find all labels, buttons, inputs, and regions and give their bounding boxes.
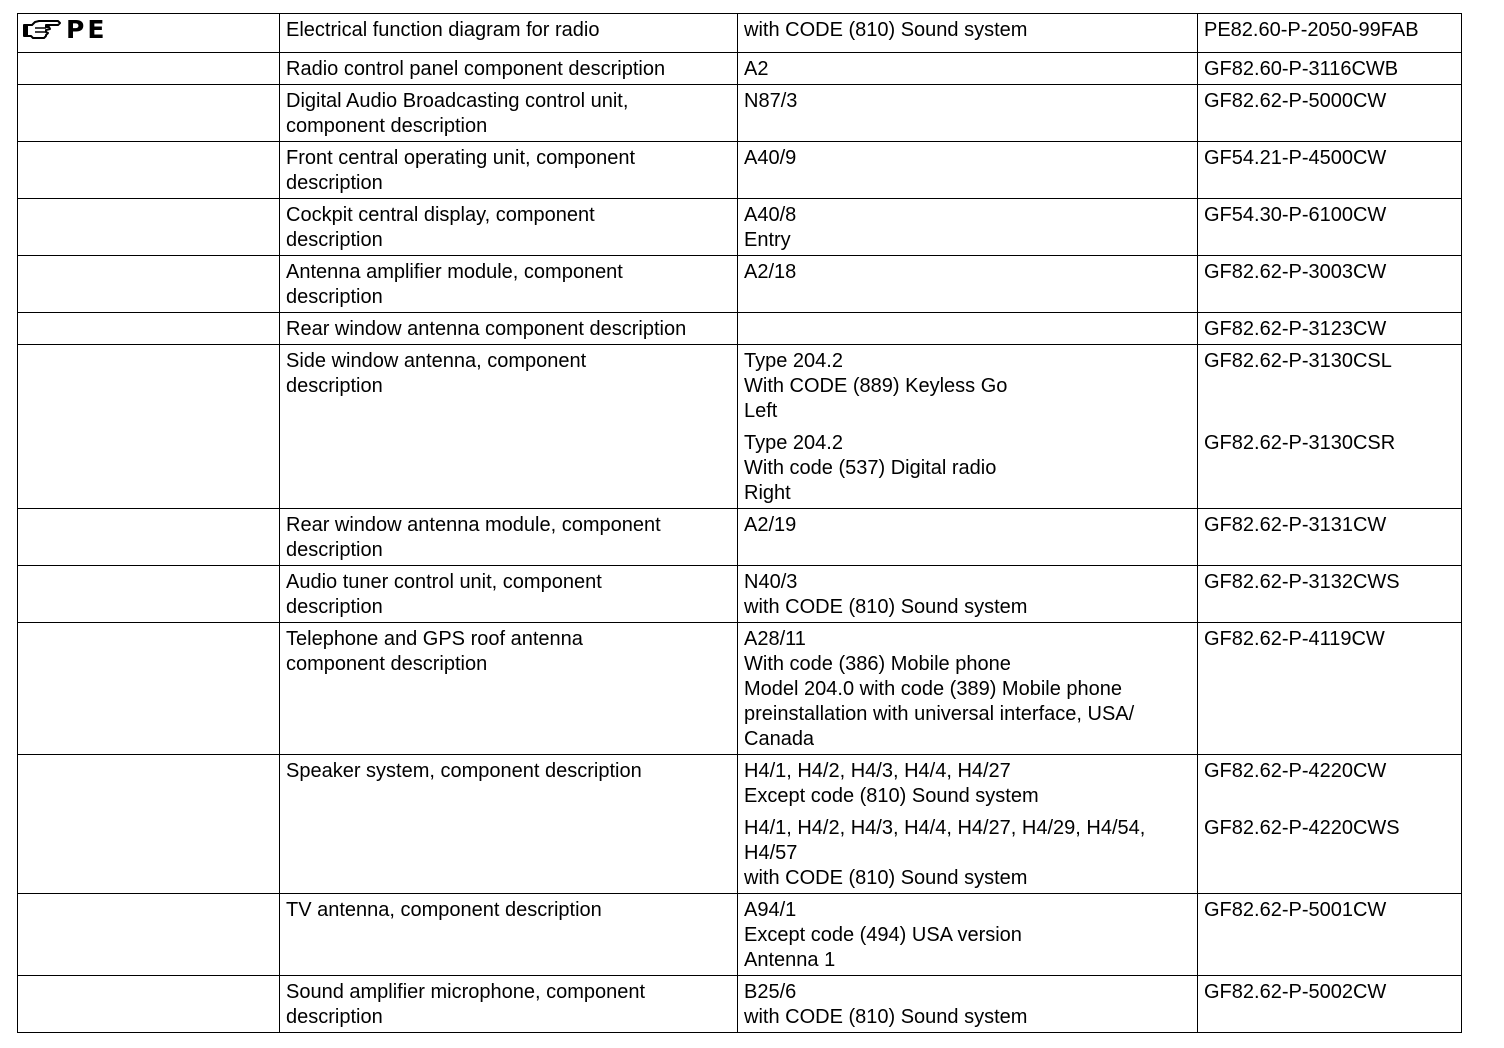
empty-label-cell: [18, 313, 280, 345]
header-reference-cell: [1198, 14, 1462, 53]
condition-line: H4/57: [744, 842, 798, 864]
condition-cell: [738, 566, 1198, 623]
reference-entry: [1204, 816, 1455, 891]
document-title-line: Rear window antenna component description: [286, 318, 687, 340]
pe-mark: [22, 16, 273, 44]
empty-label-cell: [18, 142, 280, 199]
table-row: [18, 53, 1462, 85]
table-row: [18, 345, 1462, 509]
table-row: [18, 566, 1462, 623]
empty-label-cell: [18, 894, 280, 976]
condition-line: Type 204.2: [744, 350, 843, 372]
empty-label-cell: [18, 85, 280, 142]
reference-cell: [1198, 509, 1462, 566]
condition-line: preinstallation with universal interface, USA/: [744, 703, 1135, 725]
reference-code: GF82.62-P-3130CSR: [1204, 432, 1396, 454]
table-row: [18, 256, 1462, 313]
condition-cell: [738, 894, 1198, 976]
reference-cell: [1198, 85, 1462, 142]
reference-code: GF82.62-P-5001CW: [1204, 899, 1387, 921]
reference-cell: [1198, 256, 1462, 313]
reference-code: GF82.62-P-5002CW: [1204, 981, 1387, 1003]
document-title-cell: [280, 313, 738, 345]
reference-entry: [1204, 317, 1455, 342]
header-document-title: Electrical function diagram for radio: [286, 19, 600, 41]
condition-line: Canada: [744, 728, 815, 750]
condition-entry: [744, 513, 1191, 538]
table-row: [18, 313, 1462, 345]
condition-line: N87/3: [744, 90, 798, 112]
document-title-cell: [280, 142, 738, 199]
document-title-line: Sound amplifier microphone, component: [286, 981, 646, 1003]
document-title-line: Telephone and GPS roof antenna: [286, 628, 583, 650]
condition-entry: [744, 816, 1191, 891]
header-reference: PE82.60-P-2050-99FAB: [1204, 19, 1419, 41]
condition-cell: [738, 755, 1198, 894]
condition-line: H4/1, H4/2, H4/3, H4/4, H4/27: [744, 760, 1011, 782]
table-row: [18, 894, 1462, 976]
empty-label-cell: [18, 53, 280, 85]
document-title-cell: [280, 85, 738, 142]
reference-entry: [1204, 513, 1455, 538]
pe-label: PE: [66, 15, 108, 44]
condition-line: Model 204.0 with code (389) Mobile phone: [744, 678, 1123, 700]
table-body: [18, 14, 1462, 1033]
condition-entry: [744, 57, 1191, 82]
condition-line: A28/11: [744, 628, 806, 650]
reference-code: GF82.62-P-3123CW: [1204, 318, 1387, 340]
reference-code: GF82.62-P-5000CW: [1204, 90, 1387, 112]
table-row: [18, 199, 1462, 256]
condition-line: A2/18: [744, 261, 797, 283]
reference-code: GF82.62-P-3003CW: [1204, 261, 1387, 283]
condition-line: With code (537) Digital radio: [744, 457, 997, 479]
reference-entry: [1204, 146, 1455, 171]
empty-label-cell: [18, 256, 280, 313]
condition-line: Left: [744, 400, 778, 422]
document-title-line: Audio tuner control unit, component: [286, 571, 602, 593]
document-title-line: Cockpit central display, component: [286, 204, 595, 226]
condition-entry: [744, 146, 1191, 171]
condition-line: with CODE (810) Sound system: [744, 1006, 1028, 1028]
table-row: [18, 623, 1462, 755]
condition-cell: [738, 976, 1198, 1033]
condition-line: A2/19: [744, 514, 797, 536]
condition-cell: [738, 345, 1198, 509]
document-title-line: Radio control panel component description: [286, 58, 666, 80]
reference-cell: [1198, 142, 1462, 199]
condition-cell: [738, 142, 1198, 199]
condition-line: with CODE (810) Sound system: [744, 596, 1028, 618]
condition-entry: [744, 89, 1191, 114]
header-condition: with CODE (810) Sound system: [744, 19, 1028, 41]
condition-entry: [744, 627, 1191, 752]
reference-entry: [1204, 431, 1455, 506]
empty-label-cell: [18, 623, 280, 755]
condition-line: N40/3: [744, 571, 798, 593]
table-row: [18, 509, 1462, 566]
reference-entry: [1204, 57, 1455, 82]
empty-label-cell: [18, 755, 280, 894]
reference-code: GF82.62-P-4119CW: [1204, 628, 1385, 650]
document-title-line: Front central operating unit, component: [286, 147, 636, 169]
condition-line: Antenna 1: [744, 949, 836, 971]
reference-entry: [1204, 980, 1455, 1030]
reference-code: GF82.62-P-4220CW: [1204, 760, 1387, 782]
document-title-line: description: [286, 1006, 383, 1028]
reference-entry: [1204, 570, 1455, 620]
reference-entry: [1204, 759, 1455, 809]
document-title-cell: [280, 976, 738, 1033]
document-title-line: description: [286, 539, 383, 561]
reference-code: GF82.62-P-4220CWS: [1204, 817, 1400, 839]
condition-line: B25/6: [744, 981, 797, 1003]
condition-cell: [738, 85, 1198, 142]
condition-line: Entry: [744, 229, 791, 251]
reference-cell: [1198, 755, 1462, 894]
condition-line: with CODE (810) Sound system: [744, 867, 1028, 889]
document-title-cell: [280, 623, 738, 755]
pe-label-cell: [18, 14, 280, 53]
condition-cell: [738, 199, 1198, 256]
condition-cell: [738, 623, 1198, 755]
document-title-cell: [280, 566, 738, 623]
condition-line: With CODE (889) Keyless Go: [744, 375, 1008, 397]
reference-entry: [1204, 89, 1455, 114]
document-title-line: description: [286, 286, 383, 308]
document-title-line: description: [286, 596, 383, 618]
reference-cell: [1198, 894, 1462, 976]
reference-cell: [1198, 566, 1462, 623]
reference-code: GF82.60-P-3116CWB: [1204, 58, 1399, 80]
empty-label-cell: [18, 976, 280, 1033]
document-reference-table: [17, 13, 1462, 1033]
document-title-line: description: [286, 375, 383, 397]
document-title-cell: [280, 755, 738, 894]
condition-line: Except code (494) USA version: [744, 924, 1022, 946]
condition-line: A94/1: [744, 899, 797, 921]
empty-label-cell: [18, 509, 280, 566]
reference-cell: [1198, 313, 1462, 345]
reference-code: GF82.62-P-3132CWS: [1204, 571, 1400, 593]
document-title-cell: [280, 256, 738, 313]
condition-line: Right: [744, 482, 791, 504]
document-title-line: Speaker system, component description: [286, 760, 642, 782]
document-title-line: Rear window antenna module, component: [286, 514, 661, 536]
document-title-line: Digital Audio Broadcasting control unit,: [286, 90, 629, 112]
condition-entry: [744, 570, 1191, 620]
condition-cell: [738, 256, 1198, 313]
header-condition-cell: [738, 14, 1198, 53]
condition-line: A40/8: [744, 204, 797, 226]
document-title-line: Side window antenna, component: [286, 350, 587, 372]
document-title-cell: [280, 894, 738, 976]
reference-code: GF82.62-P-3131CW: [1204, 514, 1387, 536]
document-title-line: description: [286, 229, 383, 251]
condition-line: Except code (810) Sound system: [744, 785, 1039, 807]
reference-cell: [1198, 345, 1462, 509]
condition-entry: [744, 203, 1191, 253]
condition-entry: [744, 431, 1191, 506]
condition-cell: [738, 53, 1198, 85]
table-row: [18, 142, 1462, 199]
empty-label-cell: [18, 566, 280, 623]
document-title-cell: [280, 345, 738, 509]
reference-cell: [1198, 976, 1462, 1033]
document-title-line: description: [286, 172, 383, 194]
reference-cell: [1198, 199, 1462, 256]
reference-entry: [1204, 349, 1455, 424]
document-title-cell: [280, 509, 738, 566]
reference-code: GF82.62-P-3130CSL: [1204, 350, 1392, 372]
reference-cell: [1198, 53, 1462, 85]
condition-line: A2: [744, 58, 769, 80]
reference-entry: [1204, 627, 1455, 752]
condition-entry: [744, 260, 1191, 285]
reference-code: GF54.21-P-4500CW: [1204, 147, 1387, 169]
document-title-line: component description: [286, 115, 488, 137]
document-title-line: TV antenna, component description: [286, 899, 602, 921]
table-row: [18, 976, 1462, 1033]
header-row: [18, 14, 1462, 53]
reference-entry: [1204, 898, 1455, 973]
empty-label-cell: [18, 345, 280, 509]
pointing-hand-icon: [22, 18, 62, 42]
reference-code: GF54.30-P-6100CW: [1204, 204, 1387, 226]
table-row: [18, 85, 1462, 142]
condition-line: A40/9: [744, 147, 797, 169]
condition-entry: [744, 349, 1191, 424]
condition-line: Type 204.2: [744, 432, 843, 454]
document-title-cell: [280, 199, 738, 256]
document-title-line: component description: [286, 653, 488, 675]
condition-entry: [744, 898, 1191, 973]
condition-cell: [738, 509, 1198, 566]
empty-label-cell: [18, 199, 280, 256]
condition-entry: [744, 980, 1191, 1030]
table-row: [18, 755, 1462, 894]
reference-cell: [1198, 623, 1462, 755]
document-title-cell: [280, 53, 738, 85]
reference-entry: [1204, 260, 1455, 285]
document-title-line: Antenna amplifier module, component: [286, 261, 623, 283]
condition-cell: [738, 313, 1198, 345]
condition-line: H4/1, H4/2, H4/3, H4/4, H4/27, H4/29, H4/54,: [744, 817, 1146, 839]
condition-line: With code (386) Mobile phone: [744, 653, 1011, 675]
condition-entry: [744, 759, 1191, 809]
reference-entry: [1204, 203, 1455, 253]
header-document-cell: [280, 14, 738, 53]
